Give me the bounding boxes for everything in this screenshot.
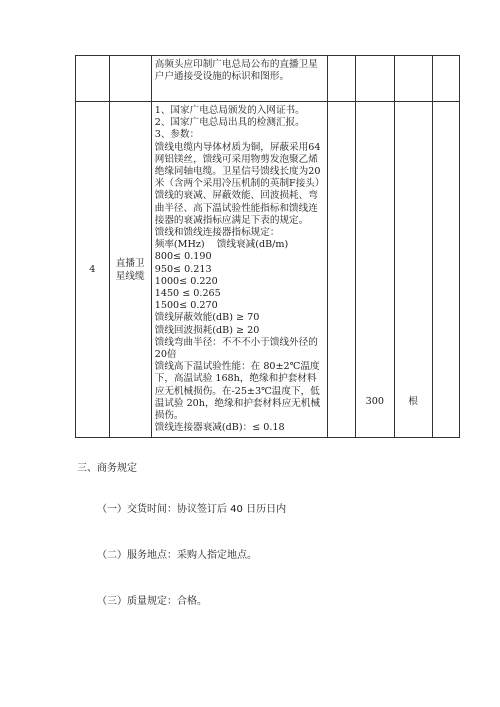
- service-location-item: （二）服务地点：采购人指定地点。: [97, 550, 257, 561]
- row-number-cell: [76, 102, 110, 438]
- unit-cell: [394, 56, 432, 102]
- section-heading-commerce: 三、商务规定: [77, 463, 137, 474]
- row-number-cell: [76, 56, 110, 102]
- table-row: [76, 102, 460, 438]
- quantity-value: 300: [365, 396, 384, 408]
- description-cell: [151, 102, 328, 438]
- item-name-cell: [109, 102, 151, 438]
- description-cell: [151, 56, 328, 102]
- unit-value: 根: [408, 396, 418, 408]
- item-name: 直播卫星线缆: [115, 257, 145, 282]
- empty-cell: [432, 56, 459, 102]
- empty-cell: [328, 56, 355, 102]
- table-row: [76, 56, 460, 102]
- spec-table: [75, 55, 460, 438]
- unit-cell: [394, 102, 432, 438]
- quantity-cell: [355, 102, 394, 438]
- item-name-cell: [109, 56, 151, 102]
- description-text: 1、国家广电总局颁发的入网证书。 2、国家广电总局出具的检测汇报。 3、参数： 馈线电缆内导体材质为铜，屏蔽采用64网铝镁丝，馈线可采用物剪发泡聚乙烯绝缘同轴电缆。卫星信号馈线长度为20米（含两个采用冷压机制的英制F接头） 馈线的衰减、屏蔽效能、回波损耗、弯曲半径、高下温试验性能指标和馈线连接器的衰减指标应满足下表的规定。 馈线和馈线连接器指标规定： 频率(MHz) 馈线衰减(dB/m) 800≤ 0.190 950≤ 0.213 1000≤ 0.220 1450 ≤ 0.265 1500≤ 0.270 馈线屏蔽效能(dB) ≥ 70 馈线回波损耗(dB) ≥ 20 馈线弯曲半径：不不不小于馈线外径的20倍 馈线高下温试验性能：在 80±2℃温度下，高温试验 168h，绝缘和护套材料应无机械损伤。在-25±3℃温度下，低温试验 20h，绝缘和护套材料应无机械损伤。 馈线连接器衰减(dB)：≤ 0.18: [154, 105, 325, 434]
- empty-cell: [432, 102, 459, 438]
- delivery-time-item: （一）交货时间：协议签订后 40 日历日内: [97, 504, 287, 515]
- row-number: 4: [89, 264, 96, 276]
- quality-requirement-item: （三）质量规定：合格。: [97, 596, 207, 607]
- empty-cell: [328, 102, 355, 438]
- description-text: 高频头应印制广电总局公布的直播卫星户户通接受设施的标识和图形。: [154, 59, 318, 83]
- quantity-cell: [355, 56, 394, 102]
